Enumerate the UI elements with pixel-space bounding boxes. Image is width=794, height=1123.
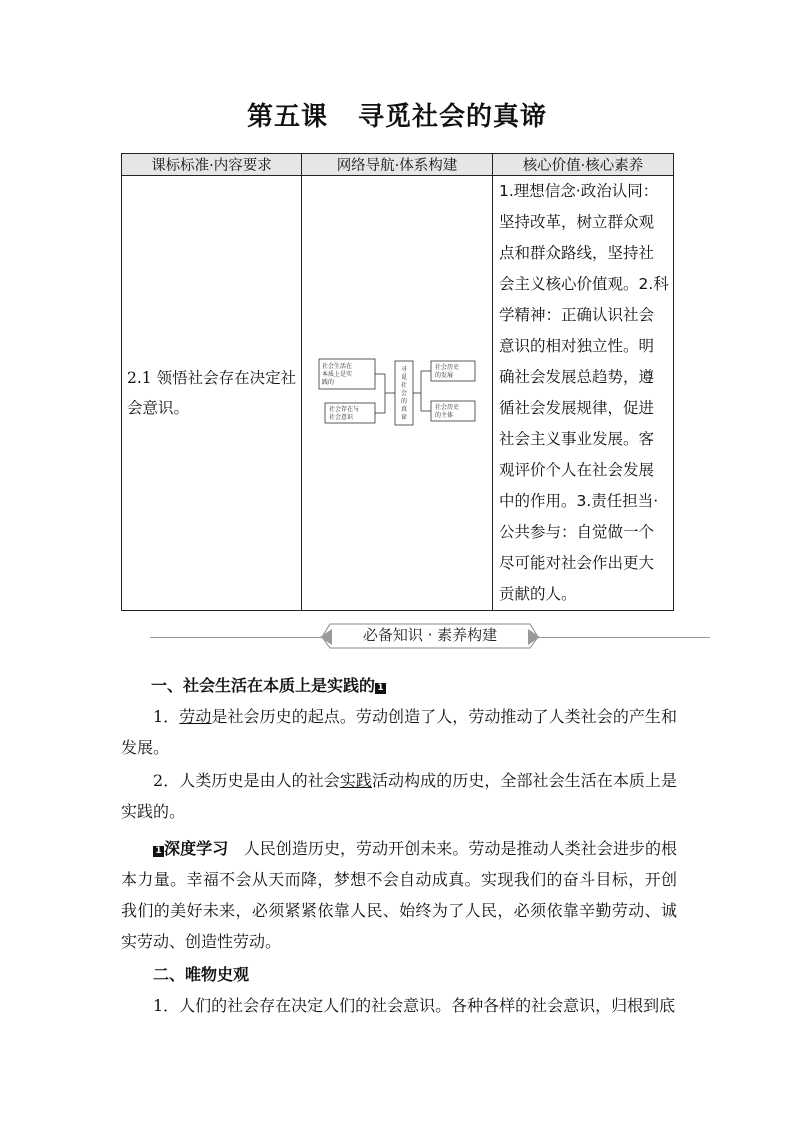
svg-text:的主体: 的主体 bbox=[435, 412, 454, 419]
svg-text:社会历史: 社会历史 bbox=[435, 364, 460, 371]
header-navigation: 网络导航·体系构建 bbox=[302, 154, 493, 176]
curriculum-table bbox=[121, 153, 674, 611]
mindmap-text-center: 寻 bbox=[401, 366, 408, 373]
svg-text:社: 社 bbox=[401, 382, 408, 389]
requirement-cell: 2.1 领悟社会存在决定社会意识。 bbox=[122, 176, 302, 611]
table-content-row bbox=[122, 176, 674, 611]
svg-text:社会历史: 社会历史 bbox=[435, 404, 460, 411]
mindmap-text-left-top-3: 践的 bbox=[322, 379, 335, 386]
keyword-practice: 实践 bbox=[339, 771, 372, 790]
section-1 bbox=[121, 670, 677, 1021]
svg-text:谛: 谛 bbox=[401, 414, 408, 421]
keyword-labor: 劳动 bbox=[179, 707, 212, 726]
header-values: 核心价值·核心素养 bbox=[493, 154, 674, 176]
paragraph-1: 1．劳动是社会历史的起点。劳动创造了人，劳动推动了人类社会的产生和发展。 bbox=[121, 707, 677, 757]
values-cell: 1.理想信念·政治认同：坚持改革，树立群众观点和群众路线，坚持社会主义核心价值观。2.科学精神：正确认识社会意识的相对独立性。明确社会发展总趋势，遵循社会发展规律，促进社会主义事业发展。客观评价个人在社会发展中的作用。3.责任担当·公共参与：自觉做一个尽可能对社会作出更大贡献的人。 bbox=[493, 176, 674, 611]
table-header-row bbox=[122, 154, 674, 176]
lesson-title: 寻觅社会的真谛 bbox=[358, 102, 548, 132]
note-marker-icon-2: 1 bbox=[153, 846, 164, 857]
knowledge-mindmap bbox=[317, 353, 477, 433]
note-marker-icon: 1 bbox=[375, 683, 386, 694]
svg-text:的: 的 bbox=[401, 398, 408, 405]
header-standard: 课标标准·内容要求 bbox=[122, 154, 302, 176]
paragraph-2: 2．人类历史是由人的社会实践活动构成的历史，全部社会生活在本质上是实践的。 bbox=[121, 771, 677, 821]
mindmap-text-left-top-2: 本质上是实 bbox=[322, 371, 353, 378]
banner-label: 必备知识 · 素养构建 bbox=[362, 626, 498, 644]
svg-text:的发展: 的发展 bbox=[435, 372, 454, 379]
deep-learning-note bbox=[121, 833, 677, 957]
deep-learning-text: 人民创造历史，劳动开创未来。劳动是推动人类社会进步的根本力量。幸福不会从天而降，梦想不会自动成真。实现我们的奋斗目标，开创我们的美好未来，必须紧紧依靠人民、始终为了人民，必须依靠辛勤劳动、诚实劳动、创造性劳动。 bbox=[121, 839, 677, 951]
section-heading-1: 一、社会生活在本质上是实践的 1 bbox=[121, 670, 677, 701]
svg-text:觅: 觅 bbox=[401, 374, 408, 381]
paragraph-3: 1．人们的社会存在决定人们的社会意识。各种各样的社会意识，归根到底 bbox=[153, 996, 676, 1015]
page-title bbox=[0, 96, 794, 133]
lesson-number: 第五课 bbox=[246, 102, 328, 132]
svg-text:真: 真 bbox=[401, 406, 408, 413]
deep-learning-label: 深度学习 bbox=[164, 839, 229, 858]
section-heading-2: 二、唯物史观 bbox=[153, 965, 250, 984]
section-banner bbox=[150, 622, 710, 650]
mindmap-text-left-bottom-2: 社会意识 bbox=[329, 414, 354, 421]
mindmap-cell bbox=[302, 176, 493, 611]
mindmap-text-left-bottom-1: 社会存在与 bbox=[329, 406, 360, 413]
svg-text:会: 会 bbox=[401, 390, 408, 397]
mindmap-text-left-top-1: 社会生活在 bbox=[322, 363, 353, 370]
